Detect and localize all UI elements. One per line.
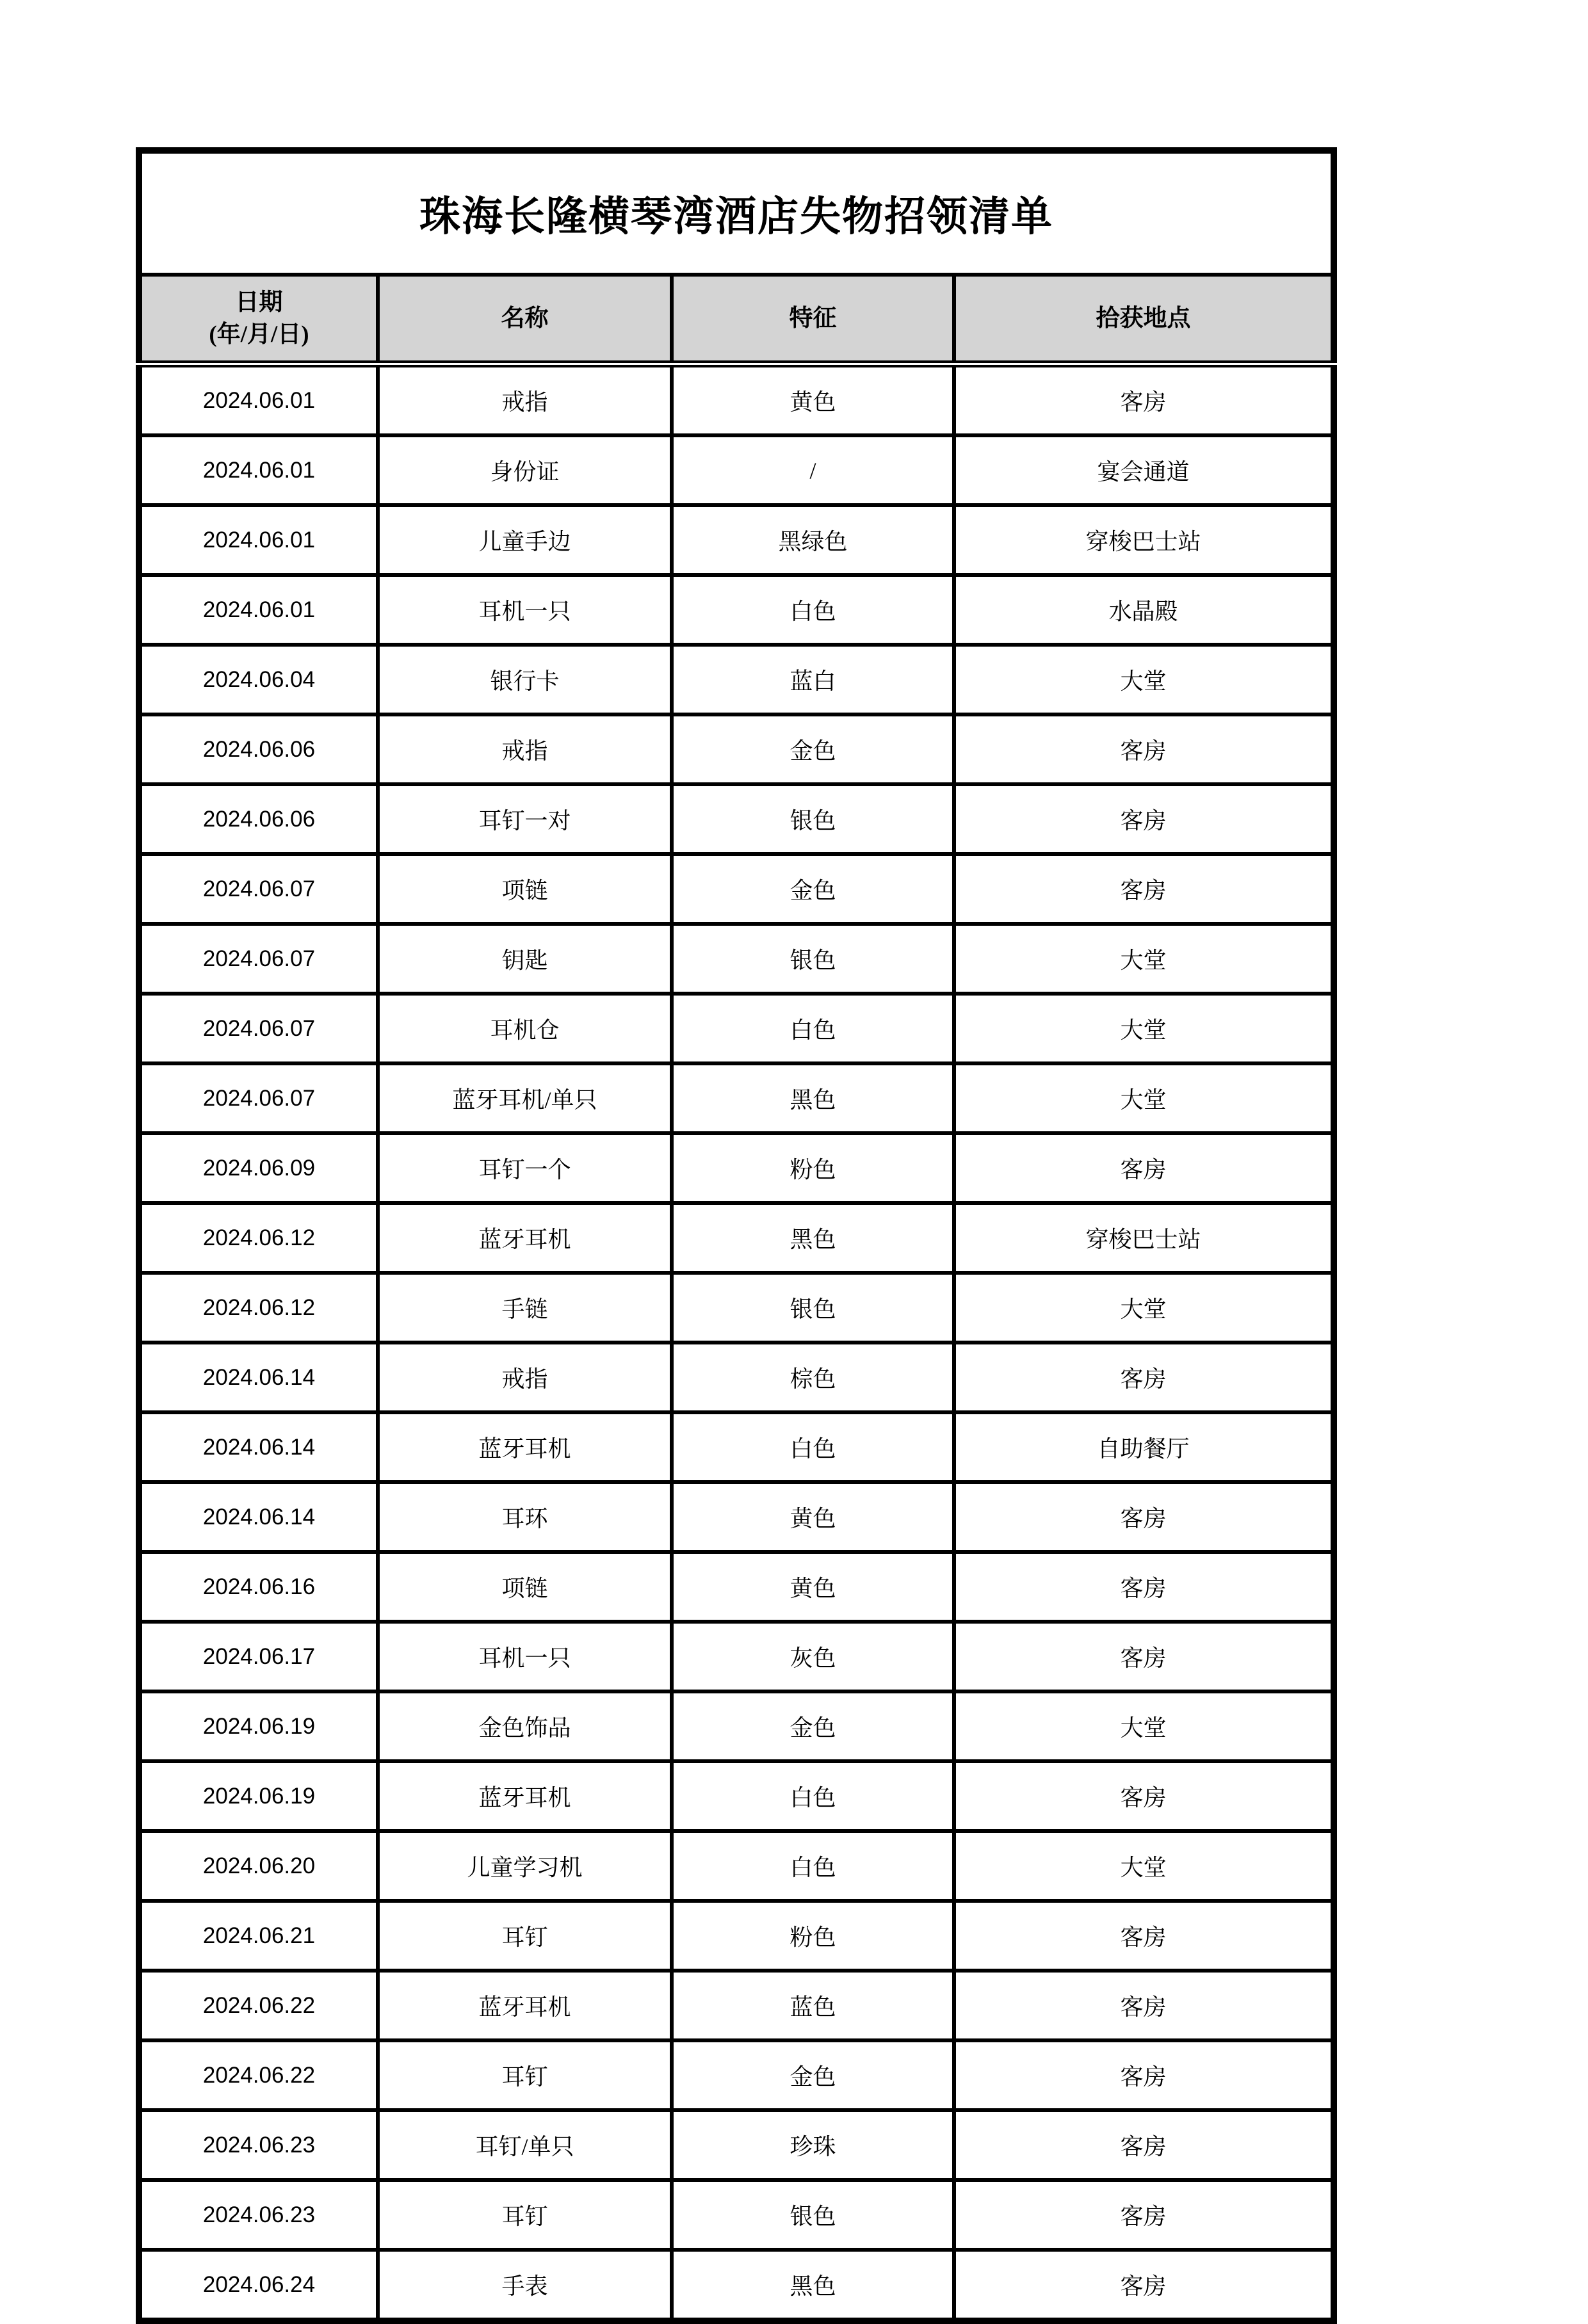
table-row xyxy=(139,714,1334,784)
date-cell: 2024.06.07 xyxy=(139,1063,378,1133)
table-row xyxy=(139,2040,1334,2110)
table-row xyxy=(139,645,1334,714)
item-name-cell: 项链 xyxy=(378,1552,672,1622)
location-cell: 客房 xyxy=(954,1482,1334,1552)
location-cell: 客房 xyxy=(954,1971,1334,2040)
location-cell: 大堂 xyxy=(954,1273,1334,1343)
location-cell: 客房 xyxy=(954,714,1334,784)
location-cell: 客房 xyxy=(954,1622,1334,1691)
date-cell: 2024.06.01 xyxy=(139,505,378,575)
location-cell: 宴会通道 xyxy=(954,435,1334,505)
feature-cell: 粉色 xyxy=(672,1901,954,1971)
feature-cell: 黑色 xyxy=(672,2250,954,2321)
date-cell: 2024.06.20 xyxy=(139,1831,378,1901)
date-cell: 2024.06.23 xyxy=(139,2180,378,2250)
item-name-cell: 银行卡 xyxy=(378,645,672,714)
table-row xyxy=(139,1761,1334,1831)
date-cell: 2024.06.01 xyxy=(139,575,378,645)
date-cell: 2024.06.22 xyxy=(139,1971,378,2040)
location-cell: 客房 xyxy=(954,364,1334,436)
feature-cell: 金色 xyxy=(672,714,954,784)
table-row xyxy=(139,1622,1334,1691)
item-name-cell: 耳钉 xyxy=(378,2040,672,2110)
feature-cell: 黄色 xyxy=(672,1552,954,1622)
item-name-cell: 手表 xyxy=(378,2250,672,2321)
feature-cell: 粉色 xyxy=(672,1133,954,1203)
location-cell: 穿梭巴士站 xyxy=(954,505,1334,575)
lost-and-found-sheet xyxy=(136,147,1337,2324)
item-name-cell: 蓝牙耳机 xyxy=(378,1203,672,1273)
location-cell: 水晶殿 xyxy=(954,575,1334,645)
table-row xyxy=(139,1412,1334,1482)
feature-cell: 白色 xyxy=(672,1831,954,1901)
location-cell: 大堂 xyxy=(954,1063,1334,1133)
date-cell: 2024.06.06 xyxy=(139,714,378,784)
date-cell: 2024.06.23 xyxy=(139,2110,378,2180)
column-header-name: 名称 xyxy=(378,275,672,364)
item-name-cell: 儿童手边 xyxy=(378,505,672,575)
date-cell: 2024.06.06 xyxy=(139,784,378,854)
item-name-cell: 耳钉 xyxy=(378,2180,672,2250)
item-name-cell: 戒指 xyxy=(378,364,672,436)
item-name-cell: 手链 xyxy=(378,1273,672,1343)
date-cell: 2024.06.14 xyxy=(139,1482,378,1552)
item-name-cell: 蓝牙耳机/单只 xyxy=(378,1063,672,1133)
feature-cell: 白色 xyxy=(672,1412,954,1482)
item-name-cell: 耳机仓 xyxy=(378,994,672,1063)
item-name-cell: 耳钉一个 xyxy=(378,1133,672,1203)
table-row xyxy=(139,924,1334,994)
feature-cell: 灰色 xyxy=(672,1622,954,1691)
location-cell: 客房 xyxy=(954,1552,1334,1622)
feature-cell: 银色 xyxy=(672,784,954,854)
date-cell: 2024.06.04 xyxy=(139,645,378,714)
date-cell: 2024.06.21 xyxy=(139,1901,378,1971)
feature-cell: 棕色 xyxy=(672,1343,954,1412)
table-row xyxy=(139,1063,1334,1133)
item-name-cell: 蓝牙耳机 xyxy=(378,1971,672,2040)
feature-cell: 蓝色 xyxy=(672,1971,954,2040)
location-cell: 客房 xyxy=(954,2180,1334,2250)
location-cell: 客房 xyxy=(954,2250,1334,2321)
column-header-date-line1: 日期 xyxy=(235,289,283,316)
date-cell: 2024.06.07 xyxy=(139,854,378,924)
date-cell: 2024.06.12 xyxy=(139,1203,378,1273)
location-cell: 客房 xyxy=(954,1901,1334,1971)
feature-cell: 黄色 xyxy=(672,1482,954,1552)
table-row xyxy=(139,994,1334,1063)
item-name-cell: 耳环 xyxy=(378,1482,672,1552)
table-row xyxy=(139,575,1334,645)
location-cell: 客房 xyxy=(954,784,1334,854)
table-row xyxy=(139,505,1334,575)
feature-cell: 蓝白 xyxy=(672,645,954,714)
page-title: 珠海长隆横琴湾酒店失物招领清单 xyxy=(139,150,1334,275)
date-cell: 2024.06.14 xyxy=(139,1343,378,1412)
feature-cell: 黑色 xyxy=(672,1203,954,1273)
feature-cell: 白色 xyxy=(672,575,954,645)
location-cell: 客房 xyxy=(954,854,1334,924)
table-row xyxy=(139,1482,1334,1552)
table-row xyxy=(139,2250,1334,2321)
feature-cell: 金色 xyxy=(672,1691,954,1761)
table-row xyxy=(139,784,1334,854)
column-header-date-line2: (年/月/日) xyxy=(209,321,309,348)
feature-cell: 金色 xyxy=(672,2040,954,2110)
feature-cell: 白色 xyxy=(672,994,954,1063)
date-cell: 2024.06.19 xyxy=(139,1691,378,1761)
table-row xyxy=(139,2180,1334,2250)
date-cell: 2024.06.19 xyxy=(139,1761,378,1831)
location-cell: 大堂 xyxy=(954,645,1334,714)
item-name-cell: 戒指 xyxy=(378,1343,672,1412)
location-cell: 自助餐厅 xyxy=(954,1412,1334,1482)
feature-cell: 银色 xyxy=(672,2180,954,2250)
location-cell: 客房 xyxy=(954,2040,1334,2110)
column-header-row xyxy=(139,275,1334,364)
table-row xyxy=(139,1901,1334,1971)
lost-and-found-table xyxy=(136,147,1337,2324)
item-name-cell: 项链 xyxy=(378,854,672,924)
location-cell: 客房 xyxy=(954,1761,1334,1831)
date-cell: 2024.06.01 xyxy=(139,364,378,436)
item-name-cell: 耳机一只 xyxy=(378,1622,672,1691)
date-cell: 2024.06.07 xyxy=(139,994,378,1063)
feature-cell: 银色 xyxy=(672,924,954,994)
table-row xyxy=(139,1273,1334,1343)
location-cell: 大堂 xyxy=(954,1691,1334,1761)
feature-cell: / xyxy=(672,435,954,505)
item-name-cell: 钥匙 xyxy=(378,924,672,994)
date-cell: 2024.06.17 xyxy=(139,1622,378,1691)
column-header-date xyxy=(139,275,378,364)
item-name-cell: 儿童学习机 xyxy=(378,1831,672,1901)
table-row xyxy=(139,1343,1334,1412)
date-cell: 2024.06.09 xyxy=(139,1133,378,1203)
date-cell: 2024.06.24 xyxy=(139,2250,378,2321)
feature-cell: 黑色 xyxy=(672,1063,954,1133)
feature-cell: 银色 xyxy=(672,1273,954,1343)
feature-cell: 黑绿色 xyxy=(672,505,954,575)
location-cell: 大堂 xyxy=(954,924,1334,994)
location-cell: 客房 xyxy=(954,2110,1334,2180)
location-cell: 大堂 xyxy=(954,1831,1334,1901)
date-cell: 2024.06.14 xyxy=(139,1412,378,1482)
table-row xyxy=(139,1552,1334,1622)
item-name-cell: 耳机一只 xyxy=(378,575,672,645)
item-name-cell: 耳钉一对 xyxy=(378,784,672,854)
location-cell: 穿梭巴士站 xyxy=(954,1203,1334,1273)
table-row xyxy=(139,2110,1334,2180)
date-cell: 2024.06.22 xyxy=(139,2040,378,2110)
date-cell: 2024.06.12 xyxy=(139,1273,378,1343)
item-name-cell: 耳钉/单只 xyxy=(378,2110,672,2180)
feature-cell: 金色 xyxy=(672,854,954,924)
title-row xyxy=(139,150,1334,275)
table-row xyxy=(139,1203,1334,1273)
item-name-cell: 耳钉 xyxy=(378,1901,672,1971)
table-row xyxy=(139,364,1334,436)
location-cell: 大堂 xyxy=(954,994,1334,1063)
column-header-location: 拾获地点 xyxy=(954,275,1334,364)
item-name-cell: 戒指 xyxy=(378,714,672,784)
table-row xyxy=(139,1831,1334,1901)
table-row xyxy=(139,854,1334,924)
location-cell: 客房 xyxy=(954,1133,1334,1203)
date-cell: 2024.06.01 xyxy=(139,435,378,505)
table-row xyxy=(139,1691,1334,1761)
item-name-cell: 蓝牙耳机 xyxy=(378,1761,672,1831)
item-name-cell: 金色饰品 xyxy=(378,1691,672,1761)
location-cell: 客房 xyxy=(954,1343,1334,1412)
table-row xyxy=(139,435,1334,505)
feature-cell: 珍珠 xyxy=(672,2110,954,2180)
date-cell: 2024.06.07 xyxy=(139,924,378,994)
item-name-cell: 身份证 xyxy=(378,435,672,505)
item-name-cell: 蓝牙耳机 xyxy=(378,1412,672,1482)
column-header-feature: 特征 xyxy=(672,275,954,364)
date-cell: 2024.06.16 xyxy=(139,1552,378,1622)
table-row xyxy=(139,1971,1334,2040)
feature-cell: 黄色 xyxy=(672,364,954,436)
feature-cell: 白色 xyxy=(672,1761,954,1831)
table-row xyxy=(139,1133,1334,1203)
